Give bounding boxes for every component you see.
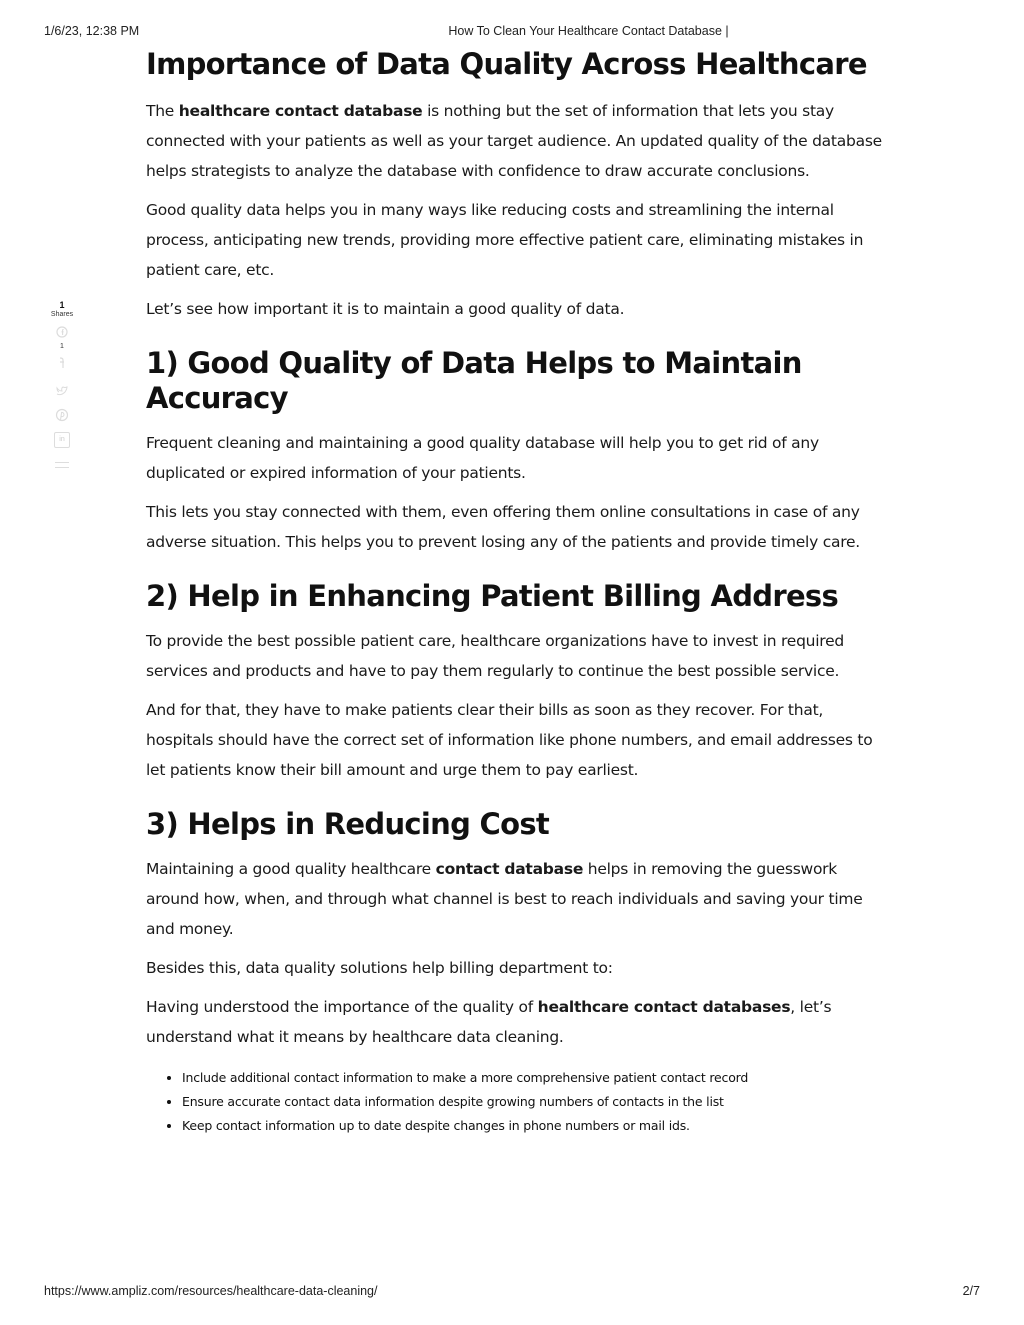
share-bar xyxy=(40,300,84,468)
section-3-paragraph-3: Having understood the importance of the quality of healthcare contact databases, let’s understand what it means by healthcare data cleaning. xyxy=(146,998,832,1046)
print-datetime: 1/6/23, 12:38 PM xyxy=(44,24,140,38)
linkedin-icon[interactable]: in xyxy=(54,432,70,448)
print-url: https://www.ampliz.com/resources/healthcare-data-cleaning/ xyxy=(44,1284,378,1298)
section-2-paragraph-1: To provide the best possible patient care, healthcare organizations have to invest in required services and products and have to pay them regularly to continue the best possible service. xyxy=(146,632,844,680)
twitter-icon[interactable] xyxy=(55,384,69,398)
section-3-paragraph-2: Besides this, data quality solutions help billing department to: xyxy=(146,959,613,977)
facebook-icon[interactable] xyxy=(55,325,69,339)
article-body xyxy=(146,47,886,1138)
healthcare-contact-database-emphasis: healthcare contact database xyxy=(178,102,423,120)
section-2-paragraph-2: And for that, they have to make patients clear their bills as soon as they recover. For that, hospitals should have the correct set of information like phone numbers, and email addresses to let patients know their bill amount and urge them to pay earliest. xyxy=(146,701,873,779)
section-3-heading: 3) Helps in Reducing Cost xyxy=(146,807,550,841)
share-label: Shares xyxy=(50,311,74,318)
print-doc-title: How To Clean Your Healthcare Contact Database | xyxy=(448,24,729,38)
list-item: • Keep contact information up to date despite changes in phone numbers or mail ids. xyxy=(182,1114,886,1138)
share-count: 1 xyxy=(59,300,65,310)
facebook-share-count: 1 xyxy=(60,343,64,350)
page-title: Importance of Data Quality Across Healthcare xyxy=(146,47,867,81)
healthcare-contact-databases-emphasis: healthcare contact databases xyxy=(537,998,791,1016)
section-2-heading: 2) Help in Enhancing Patient Billing Address xyxy=(146,579,839,613)
facebook-like-icon[interactable] xyxy=(55,356,69,370)
billing-bullet-list xyxy=(146,1066,886,1138)
section-1-heading: 1) Good Quality of Data Helps to Maintain Accuracy xyxy=(146,346,802,415)
print-page-number: 2/7 xyxy=(962,1284,980,1298)
intro-paragraph-3: Let’s see how important it is to maintain a good quality of data. xyxy=(146,300,625,318)
intro-paragraph-1: The healthcare contact database is nothing but the set of information that lets you stay connected with your patients as well as your target audience. An updated quality of the database helps strategists to analyze the database with confidence to draw accurate conclusions. xyxy=(146,102,882,180)
intro-paragraph-2: Good quality data helps you in many ways like reducing costs and streamlining the internal process, anticipating new trends, providing more effective patient care, eliminating mistakes in patient care, etc. xyxy=(146,201,864,279)
section-3-paragraph-1: Maintaining a good quality healthcare contact database helps in removing the guesswork around how, when, and through what channel is best to reach individuals and saving your time and money. xyxy=(146,860,863,938)
section-1-paragraph-2: This lets you stay connected with them, even offering them online consultations in case of any adverse situation. This helps you to prevent losing any of the patients and provide timely care. xyxy=(146,503,860,551)
list-item: • Ensure accurate contact data information despite growing numbers of contacts in the list xyxy=(182,1090,886,1114)
contact-database-emphasis: contact database xyxy=(435,860,584,878)
section-1-paragraph-1: Frequent cleaning and maintaining a good quality database will help you to get rid of any duplicated or expired information of your patients. xyxy=(146,434,819,482)
list-item: • Include additional contact information to make a more comprehensive patient contact record xyxy=(182,1066,886,1090)
email-icon[interactable] xyxy=(55,462,69,468)
pinterest-icon[interactable] xyxy=(55,408,69,422)
